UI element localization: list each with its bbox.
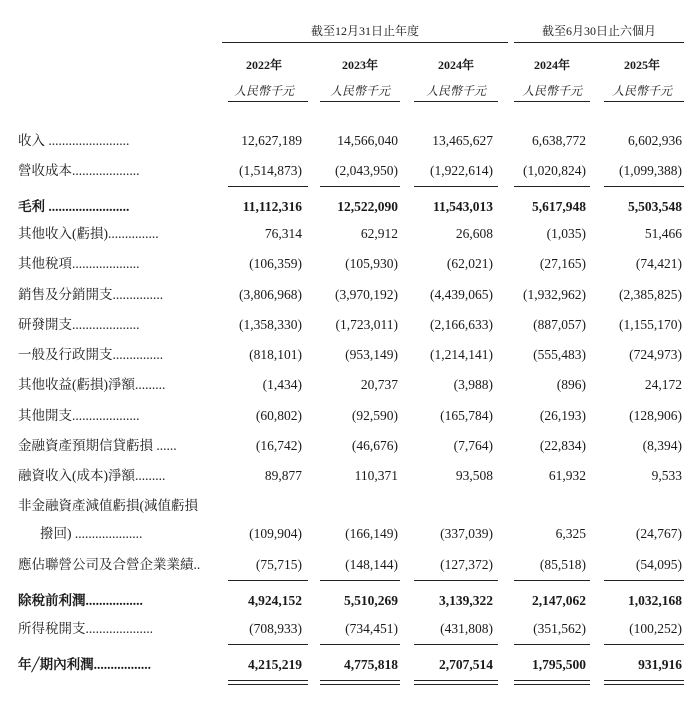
table-cell: (128,906): [629, 408, 682, 423]
row-label: 一般及行政開支...............: [18, 347, 164, 362]
unit-col-2: 人民幣千元: [329, 84, 390, 98]
table-cell: 11,112,316: [242, 199, 302, 214]
table-cell: 110,371: [354, 468, 398, 483]
table-cell: (1,099,388): [619, 163, 682, 178]
table-row: [0, 314, 700, 336]
row-label: 年╱期內利潤.................: [18, 657, 152, 672]
table-cell: 931,916: [638, 657, 682, 672]
row-label: 所得稅開支....................: [18, 621, 153, 636]
table-cell: (75,715): [255, 557, 302, 572]
table-cell: 5,510,269: [344, 593, 398, 608]
table-cell: (1,214,141): [430, 347, 493, 362]
subtotal-rule: [320, 644, 400, 645]
table-cell: (92,590): [351, 408, 398, 423]
table-cell: 6,638,772: [532, 133, 586, 148]
row-label: 營收成本....................: [18, 163, 140, 178]
subtotal-rule: [604, 580, 684, 581]
table-cell: 2,707,514: [439, 657, 493, 672]
table-cell: 12,522,090: [337, 199, 398, 214]
subtotal-rule: [604, 644, 684, 645]
table-cell: (54,095): [635, 557, 682, 572]
row-label: 其他收益(虧損)淨額.........: [18, 377, 166, 392]
table-row: [0, 523, 700, 545]
table-cell: 26,608: [455, 226, 493, 241]
table-row: [0, 223, 700, 245]
table-cell: (2,166,633): [430, 317, 493, 332]
row-label: 其他稅項....................: [18, 256, 140, 271]
table-row: [0, 344, 700, 366]
table-cell: 62,912: [360, 226, 398, 241]
row-label: 其他開支....................: [18, 408, 140, 423]
subtotal-rule: [514, 644, 590, 645]
header-rule: [228, 101, 308, 102]
table-cell: (2,385,825): [619, 287, 682, 302]
subtotal-rule: [514, 580, 590, 581]
subtotal-rule: [228, 186, 308, 187]
table-cell: 2,147,062: [532, 593, 586, 608]
table-cell: (46,676): [351, 438, 398, 453]
total-double-rule: [414, 680, 498, 685]
table-cell: (1,358,330): [239, 317, 302, 332]
table-row: [0, 405, 700, 427]
table-cell: (1,434): [262, 377, 302, 392]
table-cell: (896): [556, 377, 586, 392]
table-row: [0, 253, 700, 275]
table-cell: (1,155,170): [619, 317, 682, 332]
table-row: [0, 284, 700, 306]
table-cell: (708,933): [249, 621, 302, 636]
table-cell: (351,562): [533, 621, 586, 636]
table-row: [0, 130, 700, 152]
table-cell: (3,806,968): [239, 287, 302, 302]
header-rule: [414, 101, 498, 102]
table-cell: (337,039): [440, 526, 493, 541]
subtotal-rule: [514, 186, 590, 187]
row-label: 毛利 ........................: [18, 199, 130, 214]
row-label: 應佔聯營公司及合營企業業績..: [18, 557, 201, 572]
table-cell: 9,533: [651, 468, 682, 483]
row-label: 撥回) ....................: [40, 526, 143, 541]
table-cell: 4,924,152: [248, 593, 302, 608]
row-label: 除稅前利潤.................: [18, 593, 143, 608]
table-cell: 14,566,040: [337, 133, 398, 148]
table-cell: (27,165): [539, 256, 586, 271]
table-cell: (555,483): [533, 347, 586, 362]
table-cell: (22,834): [539, 438, 586, 453]
table-cell: (734,451): [345, 621, 398, 636]
table-row: [0, 654, 700, 676]
table-cell: (2,043,950): [335, 163, 398, 178]
table-cell: 6,602,936: [628, 133, 682, 148]
table-cell: 12,627,189: [241, 133, 302, 148]
row-label: 收入 ........................: [18, 133, 130, 148]
table-cell: 1,795,500: [532, 657, 586, 672]
table-cell: 4,775,818: [344, 657, 398, 672]
year-2023: 2023年: [341, 58, 378, 72]
table-cell: 5,617,948: [532, 199, 586, 214]
table-cell: (16,742): [255, 438, 302, 453]
year-2024: 2024年: [437, 58, 474, 72]
table-row: [0, 495, 700, 517]
table-cell: (26,193): [539, 408, 586, 423]
header-group-half-rule: [514, 42, 684, 43]
table-cell: (24,767): [635, 526, 682, 541]
table-row: [0, 618, 700, 640]
table-row: [0, 554, 700, 576]
table-cell: (8,394): [642, 438, 682, 453]
table-cell: (85,518): [539, 557, 586, 572]
table-cell: 1,032,168: [628, 593, 682, 608]
table-cell: (127,372): [440, 557, 493, 572]
year-2022: 2022年: [245, 58, 282, 72]
table-cell: 61,932: [548, 468, 586, 483]
table-cell: (431,808): [440, 621, 493, 636]
table-cell: 89,877: [264, 468, 302, 483]
table-cell: (818,101): [249, 347, 302, 362]
row-label: 非金融資產減值虧損(減值虧損: [18, 498, 198, 513]
unit-col-3: 人民幣千元: [425, 84, 486, 98]
half-2024: 2024年: [533, 58, 570, 72]
row-label: 銷售及分銷開支...............: [18, 287, 164, 302]
table-cell: (62,021): [446, 256, 493, 271]
total-double-rule: [604, 680, 684, 685]
row-label: 研發開支....................: [18, 317, 140, 332]
table-row: [0, 196, 700, 218]
table-row: [0, 435, 700, 457]
unit-col-5: 人民幣千元: [611, 84, 672, 98]
table-cell: 11,543,013: [432, 199, 493, 214]
table-row: [0, 160, 700, 182]
table-cell: (953,149): [345, 347, 398, 362]
table-cell: 4,215,219: [248, 657, 302, 672]
table-cell: 5,503,548: [628, 199, 682, 214]
total-double-rule: [320, 680, 400, 685]
table-cell: (724,973): [629, 347, 682, 362]
table-cell: (4,439,065): [430, 287, 493, 302]
header-rule: [604, 101, 684, 102]
table-cell: 76,314: [264, 226, 302, 241]
table-cell: (60,802): [255, 408, 302, 423]
table-cell: (1,020,824): [523, 163, 586, 178]
table-cell: 51,466: [644, 226, 682, 241]
header-group-year-rule: [222, 42, 508, 43]
table-cell: (1,035): [546, 226, 586, 241]
header-rule: [514, 101, 590, 102]
table-cell: 20,737: [360, 377, 398, 392]
table-row: [0, 374, 700, 396]
table-cell: (1,922,614): [430, 163, 493, 178]
subtotal-rule: [320, 580, 400, 581]
table-cell: (106,359): [249, 256, 302, 271]
table-cell: 24,172: [644, 377, 682, 392]
table-cell: (1,723,011): [335, 317, 398, 332]
subtotal-rule: [320, 186, 400, 187]
subtotal-rule: [604, 186, 684, 187]
header-group-half: 截至6月30日止六個月: [541, 24, 656, 38]
table-cell: (166,149): [345, 526, 398, 541]
table-cell: (165,784): [440, 408, 493, 423]
table-cell: 6,325: [555, 526, 586, 541]
table-cell: (1,514,873): [239, 163, 302, 178]
subtotal-rule: [228, 644, 308, 645]
table-cell: (3,970,192): [335, 287, 398, 302]
unit-col-1: 人民幣千元: [233, 84, 294, 98]
row-label: 金融資產預期信貸虧損 ......: [18, 438, 177, 453]
table-cell: (109,904): [249, 526, 302, 541]
table-cell: (74,421): [635, 256, 682, 271]
subtotal-rule: [414, 580, 498, 581]
table-row: [0, 465, 700, 487]
table-cell: 93,508: [455, 468, 493, 483]
table-cell: (7,764): [453, 438, 493, 453]
header-rule: [320, 101, 400, 102]
row-label: 融資收入(成本)淨額.........: [18, 468, 166, 483]
header-group-year: 截至12月31日止年度: [310, 24, 419, 38]
table-cell: (148,144): [345, 557, 398, 572]
table-cell: (105,930): [345, 256, 398, 271]
subtotal-rule: [414, 644, 498, 645]
table-cell: 3,139,322: [439, 593, 493, 608]
total-double-rule: [514, 680, 590, 685]
table-cell: (100,252): [629, 621, 682, 636]
table-row: [0, 590, 700, 612]
total-double-rule: [228, 680, 308, 685]
table-cell: (1,932,962): [523, 287, 586, 302]
table-cell: (887,057): [533, 317, 586, 332]
half-2025: 2025年: [623, 58, 660, 72]
row-label: 其他收入(虧損)...............: [18, 226, 159, 241]
table-cell: 13,465,627: [432, 133, 493, 148]
subtotal-rule: [414, 186, 498, 187]
table-cell: (3,988): [453, 377, 493, 392]
unit-col-4: 人民幣千元: [521, 84, 582, 98]
subtotal-rule: [228, 580, 308, 581]
